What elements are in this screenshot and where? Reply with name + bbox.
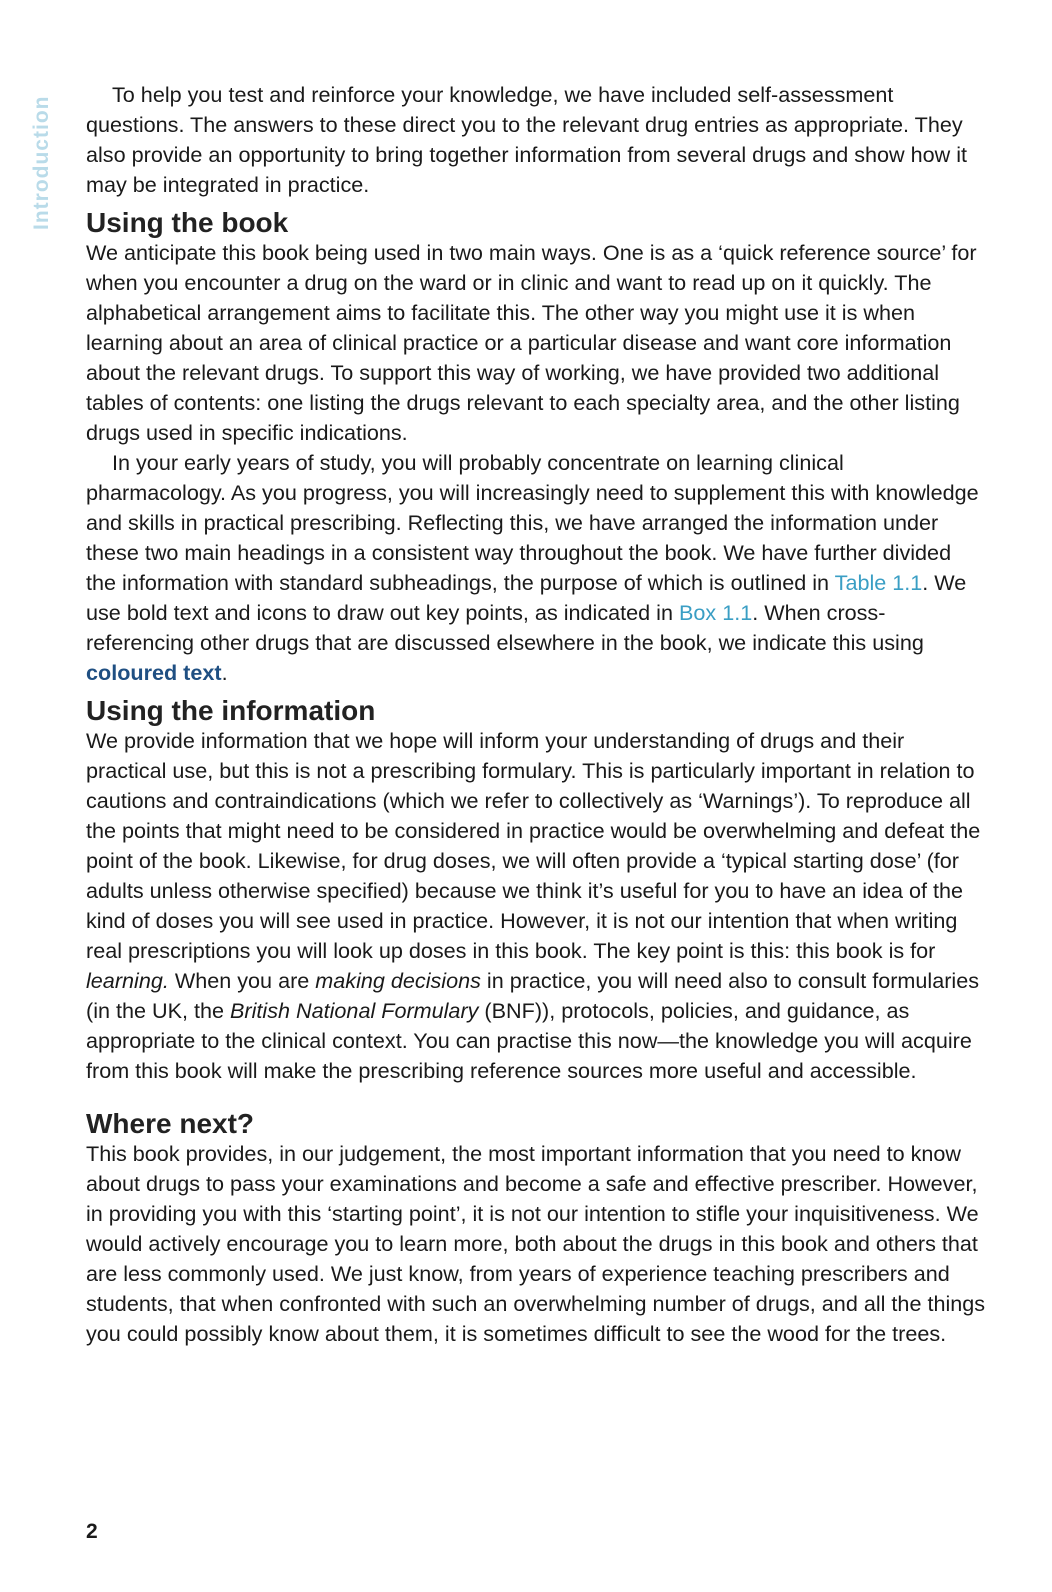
emphasis-bnf: British National Formulary xyxy=(230,998,479,1023)
emphasis-making-decisions: making decisions xyxy=(315,968,481,993)
using-book-paragraph-2 xyxy=(86,448,986,688)
box-1-1-link[interactable]: Box 1.1 xyxy=(679,600,753,625)
text-run: in practice, you will need also to consult formularies (in the UK, the xyxy=(86,968,980,1023)
text-run: When you are xyxy=(168,968,316,993)
using-book-paragraph-1: We anticipate this book being used in two main ways. One is as a ‘quick reference source’ for when you encounter a drug on the ward or in clinic and want to read up on it quickly. The alphabetical arrangement aims to facilitate this. The other way you might use it is when learning about an area of clinical practice or a particular disease and want core information about the relevant drugs. To support this way of working, we have provided two additional tables of contents: one listing the drugs relevant to each specialty area, and the other listing drugs used in specific indications. xyxy=(86,240,977,445)
text-run: We provide information that we hope will inform your understanding of drugs and their practical use, but this is not a prescribing formulary. This is particularly important in relation to cautions and contraindications (which we refer to collectively as ‘Warnings’). To reproduce all the points that might need to be considered in practice would be overwhelming and defeat the point of the book. Likewise, for drug doses, we will often provide a ‘typical starting dose’ (for adults unless otherwise specified) because we think it’s useful for you to have an idea of the kind of doses you will see used in practice. However, it is not our intention that when writing real prescriptions you will look up doses in this book. The key point is this: this book is for xyxy=(86,728,981,963)
heading-using-the-information: Using the information xyxy=(86,695,376,726)
where-next-paragraph: This book provides, in our judgement, the most important information that you need to know about drugs to pass your examinations and become a safe and effective prescriber. However, in providing you with this ‘starting point’, it is not our intention to stifle your inquisitiveness. We would actively encourage you to learn more, both about the drugs in this book and others that are less commonly used. We just know, from years of experience teaching prescribers and students, that when confronted with such an overwhelming number of drugs, and all the things you could possibly know about them, it is sometimes difficult to see the wood for the trees. xyxy=(86,1141,986,1346)
text-run: In your early years of study, you will probably concentrate on learning clinical pharmacology. As you progress, you will increasingly need to supplement this with knowledge and skills in practical prescribing. Reflecting this, we have arranged the information under these two main headings in a consistent way throughout the book. We have further divided the information with standard subheadings, the purpose of which is outlined in xyxy=(86,450,979,595)
section-side-tab: Introduction xyxy=(30,95,53,230)
table-1-1-link[interactable]: Table 1.1 xyxy=(834,570,923,595)
heading-using-the-book: Using the book xyxy=(86,207,289,238)
text-run: . xyxy=(221,660,228,685)
text-run: . When cross-referencing other drugs that are discussed elsewhere in the book, we indicate this using xyxy=(86,600,924,655)
heading-where-next: Where next? xyxy=(86,1108,255,1139)
text-run: . We use bold text and icons to draw out key points, as indicated in xyxy=(86,570,967,625)
page-content xyxy=(86,80,986,1349)
text-run: (BNF)), protocols, policies, and guidance, as appropriate to the clinical context. You can practise this now—the knowledge you will acquire from this book will make the prescribing reference sources more useful and accessible. xyxy=(86,998,972,1083)
emphasis-learning: learning. xyxy=(86,968,169,993)
page-number: 2 xyxy=(86,1520,98,1543)
coloured-text-example: coloured text xyxy=(86,660,222,685)
intro-paragraph: To help you test and reinforce your knowledge, we have included self-assessment questions. The answers to these direct you to the relevant drug entries as appropriate. They also provide an opportunity to bring together information from several drugs and show how it may be integrated in practice. xyxy=(86,82,968,197)
using-information-paragraph xyxy=(86,726,986,1086)
